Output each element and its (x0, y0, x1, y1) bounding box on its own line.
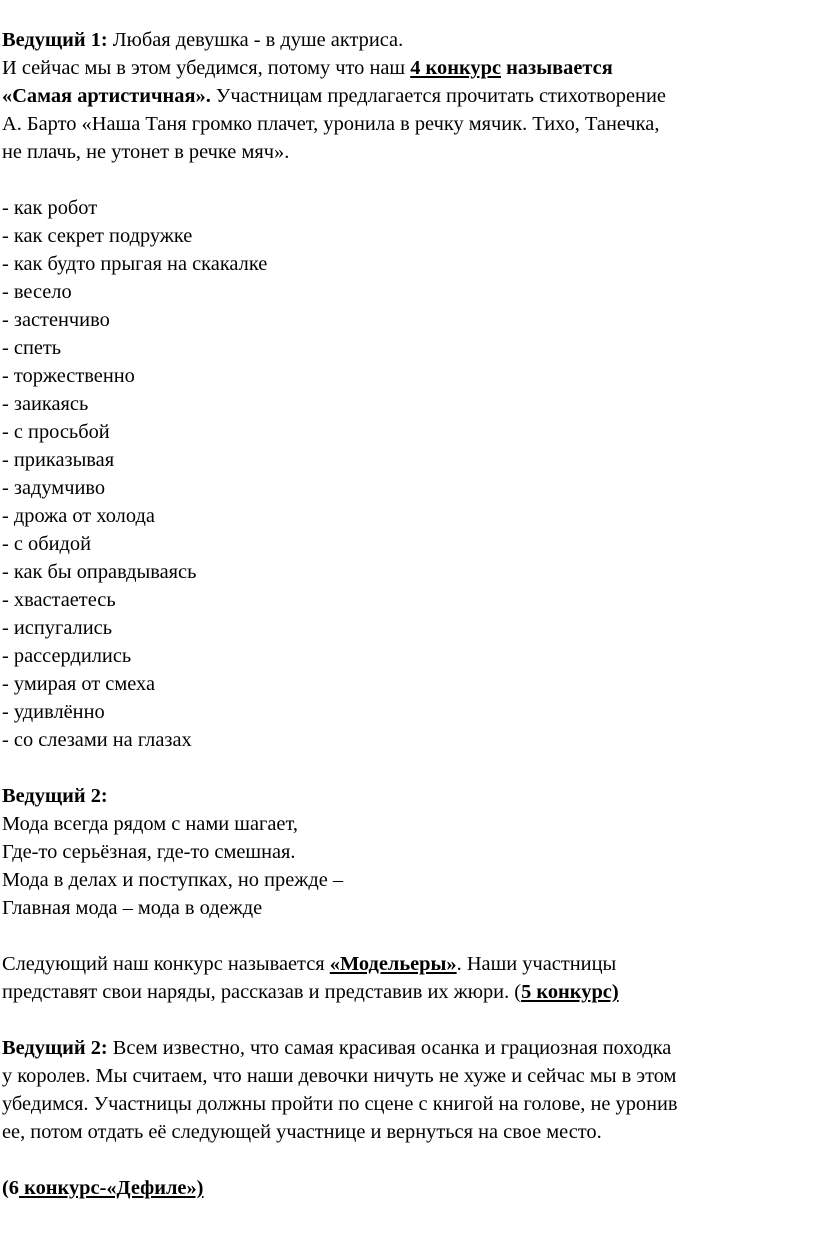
list-item: - приказывая (2, 449, 115, 471)
posture-line-4: ее, потом отдать её следующей участнице и вернуться на свое место. (2, 1121, 602, 1143)
list-item: - хвастаетесь (2, 589, 116, 611)
poem-line: Мода всегда рядом с нами шагает, (2, 813, 298, 835)
designers-line-1: Следующий наш конкурс называется «Модельеры». Наши участницы (2, 953, 617, 975)
speaker-label: Ведущий 2: (2, 1037, 108, 1059)
contest-name: «Самая артистичная». (2, 85, 211, 107)
contest-name: «Модельеры» (329, 953, 457, 975)
intro-line-3: «Самая артистичная». Участницам предлагается прочитать стихотворение (2, 85, 666, 107)
spacer (2, 1146, 814, 1174)
intro-line-2: И сейчас мы в этом убедимся, потому что наш 4 конкурс называется (2, 57, 613, 79)
list-item: - спеть (2, 337, 62, 359)
list-item: - как секрет подружке (2, 225, 193, 247)
poem-speaker-line (2, 782, 814, 810)
list-item: - весело (2, 281, 72, 303)
intro-line-1 (2, 26, 814, 54)
contest-number: 6 (8, 1177, 19, 1199)
posture-line-1: Ведущий 2: Всем известно, что самая красивая осанка и грациозная походка (2, 1037, 672, 1059)
speaker-label: Ведущий 1: (2, 29, 108, 51)
list-item: - как робот (2, 197, 98, 219)
spacer (2, 754, 814, 782)
list-item: - дрожа от холода (2, 505, 155, 527)
contest-name: конкурс-«Дефиле») (19, 1177, 204, 1199)
contest-number: 4 конкурс (410, 57, 501, 79)
defile-line: (6 конкурс-«Дефиле») (2, 1177, 204, 1199)
intro-text: Любая девушка - в душе актриса. (107, 29, 404, 51)
contest-number: 5 конкурс) (521, 981, 619, 1003)
designers-line-2: представят свои наряды, рассказав и представив их жюри. (5 конкурс) (2, 981, 619, 1003)
posture-line-2: у королев. Мы считаем, что наши девочки ничуть не хуже и сейчас мы в этом (2, 1065, 677, 1087)
spacer (2, 922, 814, 950)
list-item: - задумчиво (2, 477, 106, 499)
poem-line: Главная мода – мода в одежде (2, 897, 263, 919)
list-item: - как будто прыгая на скакалке (2, 253, 268, 275)
list-item: - рассердились (2, 645, 132, 667)
speaker-label: Ведущий 2: (2, 785, 108, 807)
list-item: - с просьбой (2, 421, 110, 443)
list-item: - торжественно (2, 365, 135, 387)
list-item: - удивлённо (2, 701, 105, 723)
list-item: - как бы оправдываясь (2, 561, 197, 583)
poem-line: Мода в делах и поступках, но прежде – (2, 869, 344, 891)
list-item: - с обидой (2, 533, 91, 555)
list-item: - застенчиво (2, 309, 110, 331)
list-item: - заикаясь (2, 393, 89, 415)
poem-line: Где-то серьёзная, где-то смешная. (2, 841, 296, 863)
intro-line-5: не плачь, не утонет в речке мяч». (2, 141, 290, 163)
intro-line-4: А. Барто «Наша Таня громко плачет, уронила в речку мячик. Тихо, Танечка, (2, 113, 660, 135)
list-item: - умирая от смеха (2, 673, 155, 695)
posture-line-3: убедимся. Участницы должны пройти по сцене с книгой на голове, не уронив (2, 1093, 678, 1115)
spacer (2, 1006, 814, 1034)
list-item: - испугались (2, 617, 112, 639)
spacer (2, 166, 814, 194)
list-item: - со слезами на глазах (2, 729, 192, 751)
document-body (2, 26, 814, 1202)
